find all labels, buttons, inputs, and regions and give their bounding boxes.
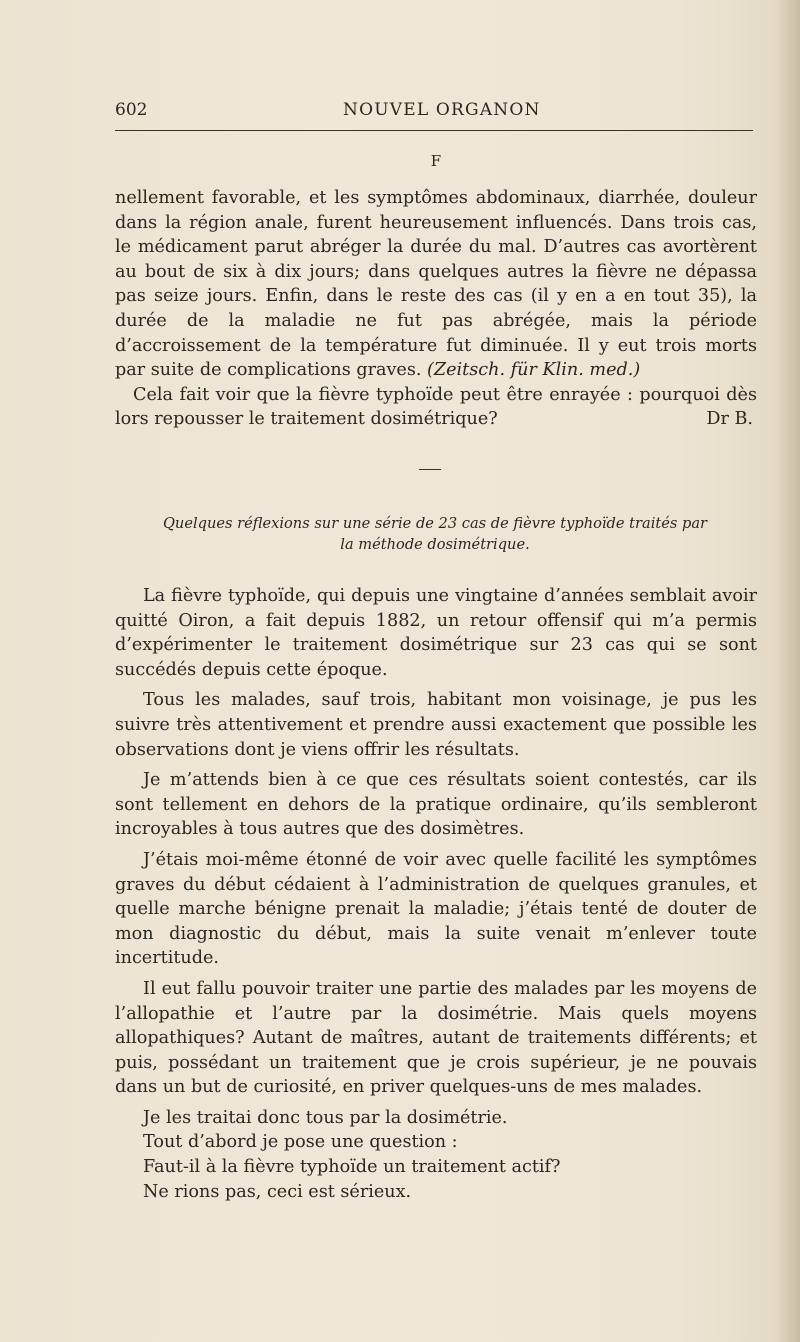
article-paragraph: Faut-il à la fièvre typhoïde un traitement actif?	[143, 1157, 561, 1178]
running-title: NOUVEL ORGANON	[343, 100, 541, 120]
continued-paragraph	[115, 186, 757, 383]
article-paragraph: Je m’attends bien à ce que ces résultats soient contestés, car ils sont tellement en dehors de la pratique ordinaire, qu’ils sembleront incroyables à tous autres que des dosimètres.	[115, 770, 757, 840]
page-number: 602	[115, 100, 148, 120]
signature: Dr B.	[706, 409, 753, 430]
article-title-line-2: la méthode dosimétrique.	[340, 536, 530, 553]
header-rule	[115, 130, 753, 131]
article-paragraph: Je les traitai donc tous par la dosimétrie.	[143, 1107, 508, 1128]
article-paragraph: Il eut fallu pouvoir traiter une partie des malades par les moyens de l’allopathie et l’autre par la dosimétrie. Mais quels moyens allopathiques? Autant de maîtres, autant de traitements différents; et puis, possédant un traitement que je crois supérieur, je ne pouvais dans un but de curiosité, en priver quelques-uns de mes malades.	[115, 978, 757, 1098]
continued-paragraph-text: nellement favorable, et les symptômes abdominaux, diarrhée, douleur dans la région anale, furent heureusement influencés. Dans trois cas, le médicament parut abréger la durée du mal. D’autres cas avortèrent au bout de six à dix jours; dans quelques autres la fièvre ne dépassa pas seize jours. Enfin, dans le reste des cas (il y en a en tout 35), la durée de la maladie ne fut pas abrégée, mais la période d’accroissement de la température fut diminuée. Il y eut trois morts par suite de complications graves.	[115, 188, 757, 381]
article-paragraph: Tous les malades, sauf trois, habitant mon voisinage, je pus les suivre très attentivement et prendre aussi exactement que possible les observations dont je viens offrir les résultats.	[115, 690, 757, 760]
page-header	[115, 100, 755, 126]
article-title-line-1: Quelques réflexions sur une série de 23 cas de fièvre typhoïde traités par	[162, 515, 708, 532]
article-paragraph: Ne rions pas, ceci est sérieux.	[143, 1181, 412, 1202]
section-divider	[419, 469, 441, 470]
article-paragraph: Tout d’abord je pose une question :	[143, 1132, 458, 1153]
article-title	[120, 513, 750, 555]
conclusion-paragraph	[115, 383, 757, 432]
page-edge-shadow	[778, 0, 800, 1342]
article-paragraph: La fièvre typhoïde, qui depuis une vingtaine d’années semblait avoir quitté Oiron, a fait depuis 1882, un retour offensif qui m’a permis d’expérimenter le traitement dosimétrique sur 23 cas qui se sont succédés depuis cette époque.	[115, 586, 757, 680]
citation: (Zeitsch. für Klin. med.)	[427, 360, 641, 381]
article-paragraph: J’étais moi-même étonné de voir avec quelle facilité les symptômes graves du début cédaient à l’administration de quelques granules, et quelle marche bénigne prenait la maladie; j’étais tenté de douter de mon diagnostic du début, mais la suite venait m’enlever toute incertitude.	[115, 849, 757, 969]
article-body	[115, 584, 757, 1204]
conclusion-text: Cela fait voir que la fièvre typhoïde peut être enrayée : pourquoi dès lors repousser le traitement dosimétrique?	[115, 384, 757, 430]
continued-text	[115, 186, 757, 432]
section-letter: F	[430, 152, 442, 170]
